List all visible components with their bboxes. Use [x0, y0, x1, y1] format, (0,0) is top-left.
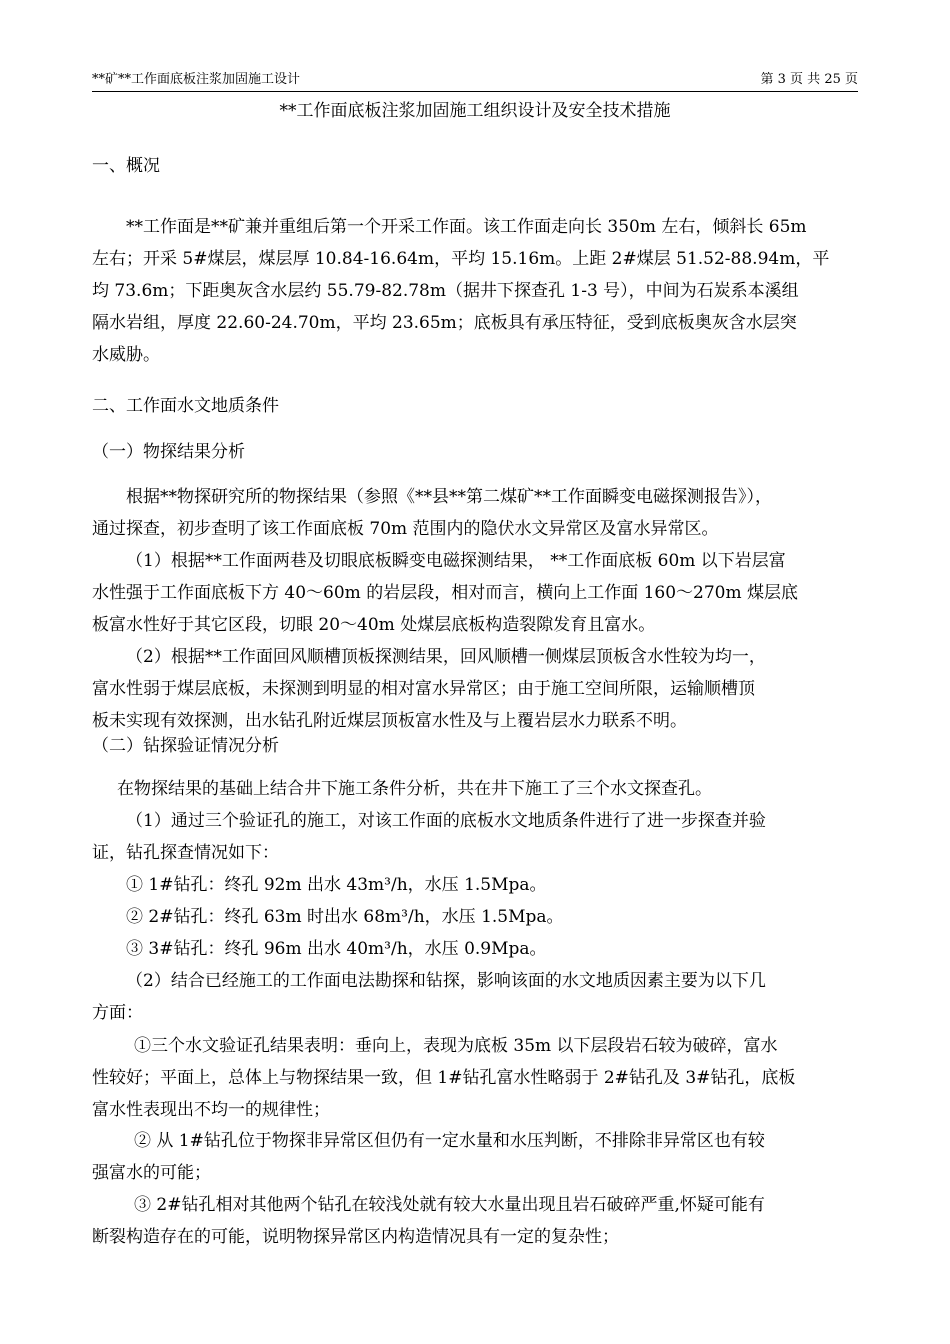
paragraph-line: 隔水岩组，厚度 22.60-24.70m，平均 23.65m；底板具有承压特征，受到底板奥灰含水层突: [92, 313, 797, 333]
document-title: **工作面底板注浆加固施工组织设计及安全技术措施: [279, 101, 671, 121]
geophysics-intro-paragraph: [92, 481, 850, 545]
paragraph-line: 在物探结果的基础上结合井下施工条件分析，共在井下施工了三个水文探查孔。: [117, 779, 712, 799]
paragraph-line: （2）结合已经施工的工作面电法勘探和钻探，影响该面的水文地质因素主要为以下几: [126, 971, 766, 991]
header-document-title: **矿**工作面底板注浆加固施工设计: [92, 72, 301, 87]
page-header: [92, 71, 858, 92]
paragraph-line: 左右；开采 5#煤层，煤层厚 10.84-16.64m，平均 15.16m。上距 2#煤层 51.52-88.94m，平: [92, 249, 830, 269]
paragraph-line: ①三个水文验证孔结果表明：垂向上，表现为底板 35m 以下层段岩石较为破碎，富水: [134, 1036, 778, 1056]
borehole-item: ① 1#钻孔：终孔 92m 出水 43m³/h，水压 1.5Mpa。: [126, 875, 547, 895]
paragraph-line: ② 从 1#钻孔位于物探非异常区但仍有一定水量和水压判断，不排除非异常区也有较: [134, 1131, 765, 1151]
borehole-item: ③ 3#钻孔：终孔 96m 出水 40m³/h，水压 0.9Mpa。: [126, 939, 547, 959]
drilling-item-2: [92, 965, 850, 1029]
paragraph-line: 富水性表现出不均一的规律性；: [92, 1100, 330, 1120]
factor-item-2: [92, 1125, 850, 1189]
paragraph-line: 证，钻孔探查情况如下：: [92, 843, 279, 863]
overview-paragraph: [92, 211, 850, 371]
paragraph-line: 板富水性好于其它区段，切眼 20～40m 处煤层底板构造裂隙发育且富水。: [92, 615, 656, 635]
paragraph-line: 板未实现有效探测，出水钻孔附近煤层顶板富水性及与上覆岩层水力联系不明。: [92, 711, 687, 731]
paragraph-line: （1）通过三个验证孔的施工，对该工作面的底板水文地质条件进行了进一步探查并验: [126, 811, 766, 831]
factor-item-1: [92, 1030, 850, 1126]
paragraph-line: （2）根据**工作面回风顺槽顶板探测结果，回风顺槽一侧煤层顶板含水性较为均一，: [126, 647, 766, 667]
paragraph-line: ③ 2#钻孔相对其他两个钻孔在较浅处就有较大水量出现且岩石破碎严重,怀疑可能有: [134, 1195, 765, 1215]
paragraph-line: 根据**物探研究所的物探结果（参照《**县**第二煤矿**工作面瞬变电磁探测报告》），: [126, 487, 772, 507]
section-heading-hydrogeology: 二、工作面水文地质条件: [92, 396, 279, 416]
drilling-item-1: [92, 805, 850, 869]
paragraph-line: **工作面是**矿兼并重组后第一个开采工作面。该工作面走向长 350m 左右，倾斜长 65m: [126, 217, 807, 237]
header-page-number: 第 3 页 共 25 页: [760, 72, 858, 87]
borehole-item: ② 2#钻孔：终孔 63m 时出水 68m³/h，水压 1.5Mpa。: [126, 907, 564, 927]
factor-item-3: [92, 1189, 850, 1253]
subsection-heading-drilling: （二）钻探验证情况分析: [92, 736, 279, 756]
paragraph-line: 性较好；平面上，总体上与物探结果一致，但 1#钻孔富水性略弱于 2#钻孔及 3#钻孔，底板: [92, 1068, 796, 1088]
paragraph-line: 方面：: [92, 1003, 143, 1023]
geophysics-item-1: [92, 545, 850, 641]
drilling-intro-paragraph: [92, 773, 850, 805]
paragraph-line: 均 73.6m；下距奥灰含水层约 55.79-82.78m（据井下探查孔 1-3 号），中间为石炭系本溪组: [92, 281, 799, 301]
paragraph-line: 水性强于工作面底板下方 40～60m 的岩层段，相对而言，横向上工作面 160～270m 煤层底: [92, 583, 799, 603]
paragraph-line: 通过探查，初步查明了该工作面底板 70m 范围内的隐伏水文异常区及富水异常区。: [92, 519, 719, 539]
subsection-heading-geophysics: （一）物探结果分析: [92, 442, 245, 462]
borehole-list: [92, 869, 850, 965]
paragraph-line: 富水性弱于煤层底板，未探测到明显的相对富水异常区；由于施工空间所限，运输顺槽顶: [92, 679, 755, 699]
paragraph-line: 水威胁。: [92, 345, 160, 365]
section-heading-overview: 一、概况: [92, 156, 160, 176]
paragraph-line: 强富水的可能；: [92, 1163, 211, 1183]
paragraph-line: （1）根据**工作面两巷及切眼底板瞬变电磁探测结果， **工作面底板 60m 以下岩层富: [126, 551, 786, 571]
paragraph-line: 断裂构造存在的可能，说明物探异常区内构造情况具有一定的复杂性；: [92, 1227, 619, 1247]
geophysics-item-2: [92, 641, 850, 737]
